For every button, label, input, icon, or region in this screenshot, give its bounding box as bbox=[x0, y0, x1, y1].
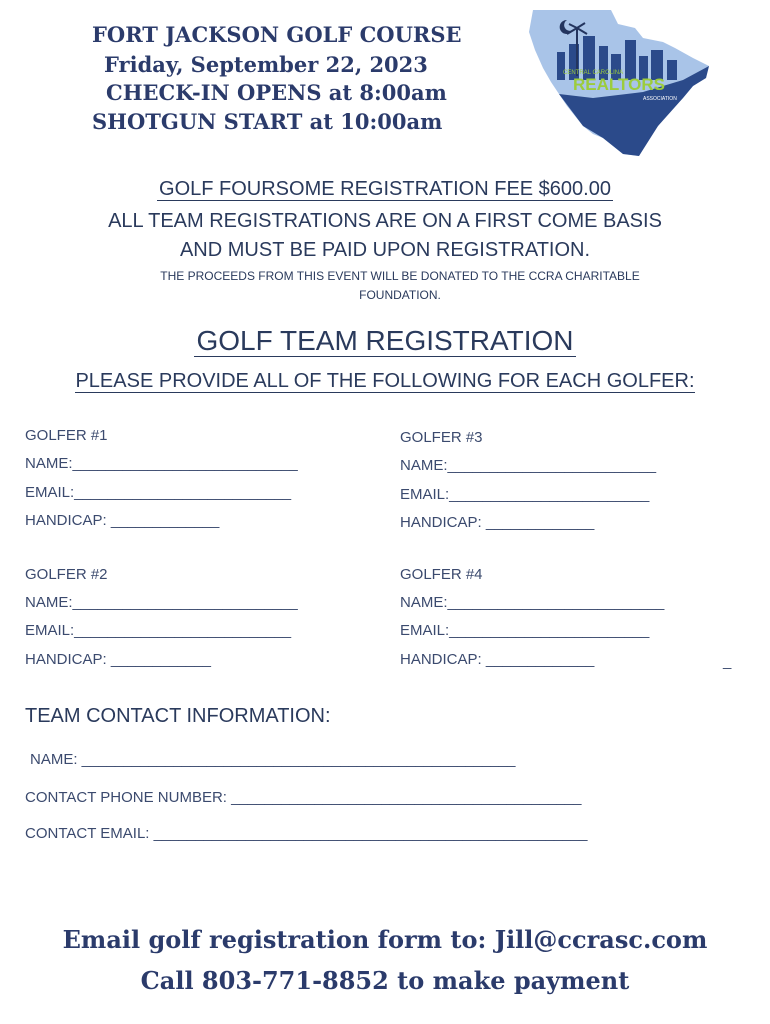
payment-phone: Call 803-771-8852 to make payment bbox=[140, 966, 630, 995]
payment-notice: AND MUST BE PAID UPON REGISTRATION. bbox=[179, 239, 591, 261]
golfer-1-title: GOLFER #1 bbox=[25, 427, 108, 444]
event-venue: FORT JACKSON GOLF COURSE bbox=[92, 22, 462, 47]
event-date: Friday, September 22, 2023 bbox=[104, 52, 428, 77]
email-instructions: Email golf registration form to: Jill@ccrasc.com bbox=[62, 925, 708, 954]
logo-line3: ASSOCIATION bbox=[643, 96, 677, 102]
golfer-3-name-field[interactable]: NAME:_________________________ bbox=[400, 457, 657, 474]
golfer-2-handicap-field[interactable]: HANDICAP: ____________ bbox=[25, 651, 211, 668]
golfer-3-email-field[interactable]: EMAIL:________________________ bbox=[400, 486, 650, 503]
golfer-4-handicap-field[interactable]: HANDICAP: _____________ bbox=[400, 651, 595, 668]
golfer-1-name-field[interactable]: NAME:___________________________ bbox=[25, 455, 298, 472]
golfer-4-name-field[interactable]: NAME:__________________________ bbox=[400, 594, 665, 611]
golfer-1-handicap-field[interactable]: HANDICAP: _____________ bbox=[25, 512, 220, 529]
golfer-2-title: GOLFER #2 bbox=[25, 566, 108, 583]
logo-line2: REALTORS bbox=[573, 75, 665, 94]
contact-phone-field[interactable]: CONTACT PHONE NUMBER: __________________________________________ bbox=[25, 789, 582, 806]
proceeds-notice: THE PROCEEDS FROM THIS EVENT WILL BE DONATED TO THE CCRA CHARITABLE FOUNDATION. bbox=[160, 269, 640, 302]
instructions-subtitle: PLEASE PROVIDE ALL OF THE FOLLOWING FOR EACH GOLFER: bbox=[75, 370, 695, 392]
golfer-4-title: GOLFER #4 bbox=[400, 566, 483, 583]
golfer-3-handicap-field[interactable]: HANDICAP: _____________ bbox=[400, 514, 595, 531]
team-registration-title: GOLF TEAM REGISTRATION bbox=[196, 325, 574, 356]
team-contact-title: TEAM CONTACT INFORMATION: bbox=[25, 705, 331, 727]
stray-underscore: _ bbox=[723, 653, 732, 670]
golfer-2-name-field[interactable]: NAME:___________________________ bbox=[25, 594, 298, 611]
check-in-time: CHECK-IN OPENS at 8:00am bbox=[106, 80, 447, 105]
golfer-2-email-field[interactable]: EMAIL:__________________________ bbox=[25, 622, 292, 639]
golfer-4-email-field[interactable]: EMAIL:________________________ bbox=[400, 622, 650, 639]
first-come-notice: ALL TEAM REGISTRATIONS ARE ON A FIRST COME BASIS bbox=[108, 210, 662, 232]
contact-email-field[interactable]: CONTACT EMAIL: ____________________________________________________ bbox=[25, 825, 588, 842]
shotgun-start-time: SHOTGUN START at 10:00am bbox=[92, 109, 443, 134]
ccra-logo bbox=[523, 6, 713, 158]
golfer-3-title: GOLFER #3 bbox=[400, 429, 483, 446]
contact-name-field[interactable]: NAME: ____________________________________________________ bbox=[30, 751, 516, 768]
registration-fee: GOLF FOURSOME REGISTRATION FEE $600.00 bbox=[159, 178, 611, 200]
logo-line1: CENTRAL CAROLINA bbox=[563, 70, 624, 76]
golfer-1-email-field[interactable]: EMAIL:__________________________ bbox=[25, 484, 292, 501]
